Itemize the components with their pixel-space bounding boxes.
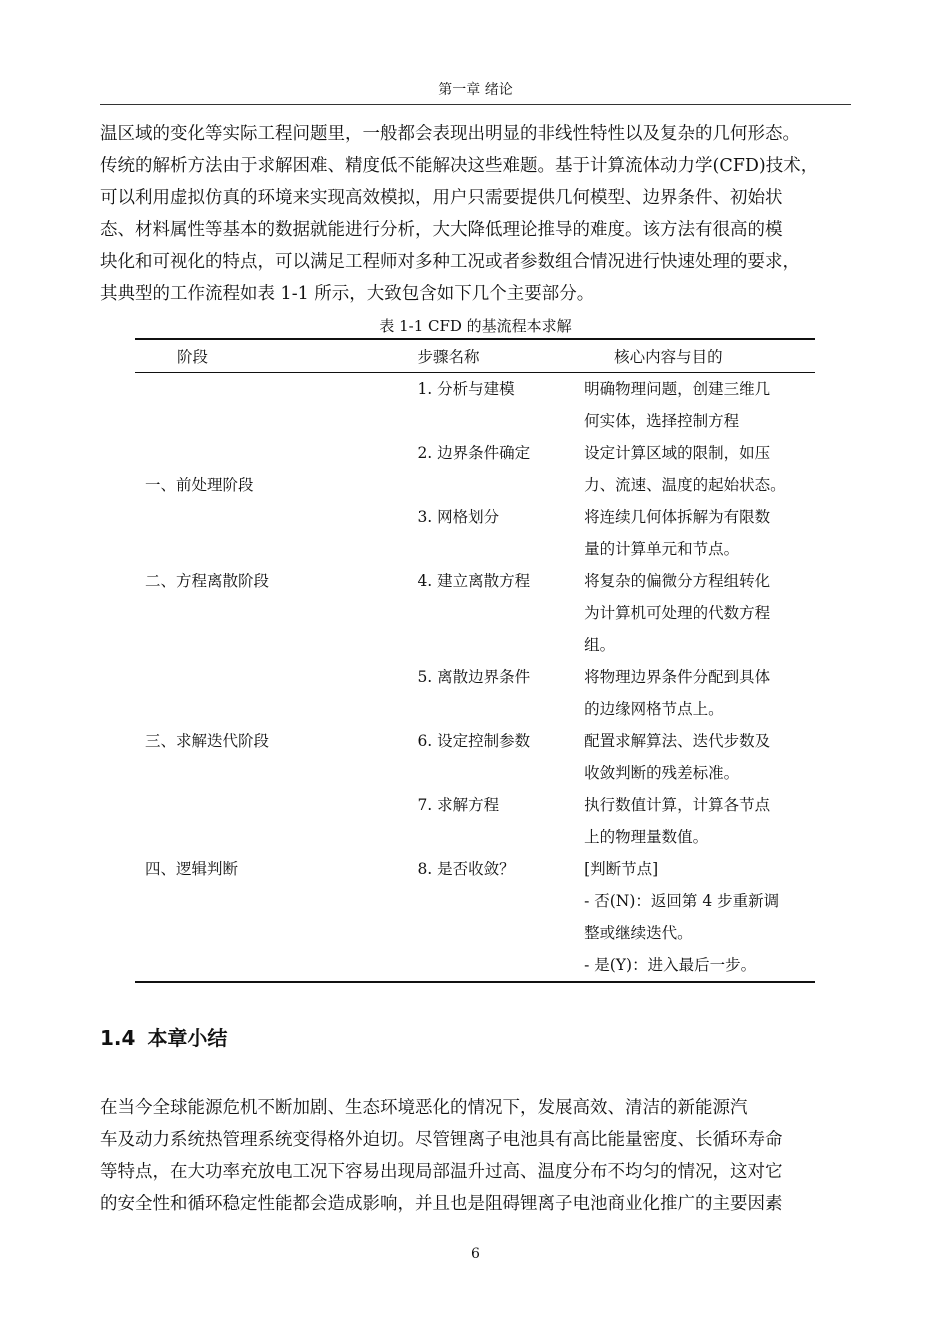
cell-step xyxy=(403,917,584,949)
cell-step xyxy=(403,757,584,789)
table-header-row xyxy=(135,339,815,373)
paragraph-line: 车及动力系统热管理系统变得格外迫切。尽管锂离子电池具有高比能量密度、长循环寿命 xyxy=(100,1130,783,1150)
cell-stage xyxy=(135,757,403,789)
intro-paragraph xyxy=(100,118,851,310)
page-number: 6 xyxy=(471,1246,480,1262)
table-row xyxy=(135,693,815,725)
table-row xyxy=(135,885,815,917)
cell-stage xyxy=(135,821,403,853)
cell-content: 组。 xyxy=(584,636,616,654)
table-row xyxy=(135,533,815,565)
cell-step xyxy=(403,949,584,982)
table-row xyxy=(135,949,815,982)
cell-stage xyxy=(135,629,403,661)
cell-content: 将连续几何体拆解为有限数 xyxy=(584,508,771,526)
running-header: 第一章 绪论 xyxy=(438,82,513,98)
cell-stage xyxy=(135,501,403,533)
cell-content: 力、流速、温度的起始状态。 xyxy=(584,476,786,494)
paragraph-line: 态、材料属性等基本的数据就能进行分析，大大降低理论推导的难度。该方法有很高的模 xyxy=(100,220,783,240)
cell-step: 3. 网格划分 xyxy=(417,508,500,526)
cell-stage xyxy=(135,373,403,406)
cell-step: 4. 建立离散方程 xyxy=(417,572,531,590)
cell-step: 1. 分析与建模 xyxy=(417,380,515,398)
cfd-workflow-table xyxy=(135,338,815,983)
cell-content: 何实体，选择控制方程 xyxy=(584,412,740,430)
cell-step xyxy=(403,629,584,661)
section-number: 1.4 xyxy=(100,1026,136,1050)
section-heading xyxy=(100,1022,227,1054)
cell-content: 量的计算单元和节点。 xyxy=(584,540,740,558)
cell-step xyxy=(403,885,584,917)
table-row xyxy=(135,565,815,597)
paragraph-line: 其典型的工作流程如表 1-1 所示，大致包含如下几个主要部分。 xyxy=(100,284,595,304)
cell-stage xyxy=(135,885,403,917)
column-header-stage: 阶段 xyxy=(135,339,403,373)
cell-content: 设定计算区域的限制，如压 xyxy=(584,444,771,462)
paragraph-line: 块化和可视化的特点，可以满足工程师对多种工况或者参数组合情况进行快速处理的要求， xyxy=(100,252,800,272)
table-caption: 表 1-1 CFD 的基流程本求解 xyxy=(379,317,572,335)
summary-paragraph xyxy=(100,1092,851,1220)
cell-step: 6. 设定控制参数 xyxy=(417,732,531,750)
paragraph-line: 等特点，在大功率充放电工况下容易出现局部温升过高、温度分布不均匀的情况，这对它 xyxy=(100,1162,783,1182)
cell-content: 的边缘网格节点上。 xyxy=(584,700,724,718)
cell-stage xyxy=(135,405,403,437)
paragraph-line: 传统的解析方法由于求解困难、精度低不能解决这些难题。基于计算流体动力学(CFD)技术， xyxy=(100,156,819,176)
table-row xyxy=(135,725,815,757)
paragraph-line: 温区域的变化等实际工程问题里，一般都会表现出明显的非线性特性以及复杂的几何形态。 xyxy=(100,124,800,144)
table-row xyxy=(135,373,815,406)
cell-step xyxy=(403,469,584,501)
table-row xyxy=(135,789,815,821)
cell-content: 为计算机可处理的代数方程 xyxy=(584,604,771,622)
cell-step xyxy=(403,821,584,853)
cell-content: - 是(Y)：进入最后一步。 xyxy=(584,949,815,982)
table-row xyxy=(135,469,815,501)
section-title: 本章小结 xyxy=(147,1026,228,1050)
table-row xyxy=(135,501,815,533)
cell-stage xyxy=(135,533,403,565)
cell-content: 配置求解算法、迭代步数及 xyxy=(584,732,771,750)
table-row xyxy=(135,917,815,949)
cell-stage: 一、前处理阶段 xyxy=(145,476,254,494)
cell-step xyxy=(403,533,584,565)
cell-content: 将物理边界条件分配到具体 xyxy=(584,668,771,686)
cell-stage: 四、逻辑判断 xyxy=(145,860,239,878)
table-row xyxy=(135,437,815,469)
cell-step: 7. 求解方程 xyxy=(417,796,500,814)
cell-stage xyxy=(135,597,403,629)
paragraph-line: 的安全性和循环稳定性能都会造成影响，并且也是阻碍锂离子电池商业化推广的主要因素 xyxy=(100,1194,783,1214)
cell-content: 上的物理量数值。 xyxy=(584,828,709,846)
cell-content: [判断节点] xyxy=(584,860,659,878)
paragraph-line: 在当今全球能源危机不断加剧、生态环境恶化的情况下，发展高效、清洁的新能源汽 xyxy=(100,1098,748,1118)
column-header-content: 核心内容与目的 xyxy=(584,339,815,373)
cell-content: 收敛判断的残差标准。 xyxy=(584,764,740,782)
table-row xyxy=(135,821,815,853)
cell-stage xyxy=(135,917,403,949)
cell-stage xyxy=(135,437,403,469)
cell-content: 明确物理问题，创建三维几 xyxy=(584,380,771,398)
table-row xyxy=(135,597,815,629)
table-row xyxy=(135,661,815,693)
cell-stage xyxy=(135,949,403,982)
column-header-step: 步骤名称 xyxy=(403,339,584,373)
cell-stage xyxy=(135,661,403,693)
cell-content: 将复杂的偏微分方程组转化 xyxy=(584,572,771,590)
cell-stage: 三、求解迭代阶段 xyxy=(145,732,270,750)
table-row xyxy=(135,405,815,437)
cell-step: 2. 边界条件确定 xyxy=(417,444,531,462)
table-row xyxy=(135,629,815,661)
cell-step: 5. 离散边界条件 xyxy=(417,668,531,686)
cell-content: - 否(N)：返回第 4 步重新调 xyxy=(584,892,780,910)
table-row xyxy=(135,853,815,885)
header-rule xyxy=(100,104,851,105)
cell-stage xyxy=(135,693,403,725)
cell-content: 执行数值计算，计算各节点 xyxy=(584,796,771,814)
paragraph-line: 可以利用虚拟仿真的环境来实现高效模拟，用户只需要提供几何模型、边界条件、初始状 xyxy=(100,188,783,208)
cell-stage xyxy=(135,789,403,821)
cell-step: 8. 是否收敛？ xyxy=(417,860,515,878)
cell-content: 整或继续迭代。 xyxy=(584,924,693,942)
cell-step xyxy=(403,597,584,629)
cell-step xyxy=(403,405,584,437)
cell-stage: 二、方程离散阶段 xyxy=(145,572,270,590)
cell-step xyxy=(403,693,584,725)
table-row xyxy=(135,757,815,789)
